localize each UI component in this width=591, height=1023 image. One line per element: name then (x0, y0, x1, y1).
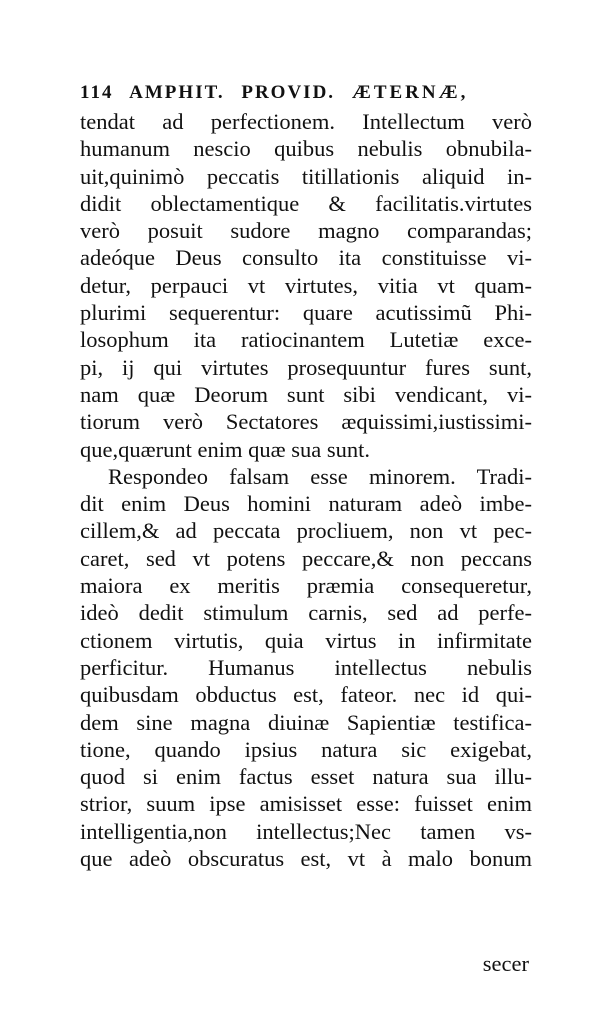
paragraph-start-line: Respondeo falsam esse minorem. Tradi- (108, 463, 532, 489)
text-line: ideò dedit stimulum carnis, sed ad perfe- (80, 600, 532, 626)
running-header (80, 82, 520, 104)
text-line: tendat ad perfectionem. Intellectum verò (80, 109, 532, 134)
text-line: que,quærunt enim quæ sua sunt. (80, 436, 370, 462)
text-line: detur, perpauci vt virtutes, vitia vt quam- (80, 272, 532, 298)
text-line: caret, sed vt potens peccare,& non peccans (80, 545, 532, 571)
text-line: intelligentia,non intellectus;Nec tamen vs- (80, 818, 532, 844)
text-line: verò posuit sudore magno comparandas; (80, 218, 532, 244)
text-line: plurimi sequerentur: quare acutissimũ Phi- (80, 300, 532, 326)
catchword: secer (482, 951, 529, 976)
text-line: cillem,& ad peccata procliuem, non vt pec- (80, 518, 532, 544)
text-line: humanum nescio quibus nebulis obnubila- (80, 136, 532, 162)
text-line: didit oblectamentique & facilitatis.virtutes (80, 190, 532, 216)
text-line: adeóque Deus consulto ita constituisse vi- (80, 245, 532, 271)
text-line: losophum ita ratiocinantem Lutetiæ exce- (80, 327, 532, 353)
text-line: tione, quando ipsius natura sic exigebat, (80, 736, 532, 762)
text-line: dit enim Deus homini naturam adeò imbe- (80, 491, 532, 517)
text-line: uit,quinimò peccatis titillationis aliquid in- (80, 163, 532, 189)
text-line: tiorum verò Sectatores æquissimi,iustissimi- (80, 409, 532, 435)
body-text (80, 108, 532, 872)
running-title-part-3: ÆTERNÆ, (351, 82, 469, 103)
text-line: dem sine magna diuinæ Sapientiæ testifica- (80, 709, 532, 735)
text-line: que adeò obscuratus est, vt à malo bonum (80, 846, 532, 872)
text-line: maiora ex meritis præmia consequeretur, (80, 573, 532, 599)
running-title-part-2: PROVID. (241, 82, 336, 103)
text-line: quod si enim factus esset natura sua illu- (80, 764, 532, 790)
running-title-part-1: AMPHIT. (129, 82, 225, 103)
text-line: strior, suum ipse amisisset esse: fuisset enim (80, 791, 532, 817)
page-number: 114 (80, 82, 114, 103)
text-line: perficitur. Humanus intellectus nebulis (80, 654, 532, 680)
text-line: pi, ij qui virtutes prosequuntur fures sunt, (80, 354, 532, 380)
text-line: quibusdam obductus est, fateor. nec id qui- (80, 682, 532, 708)
text-line: nam quæ Deorum sunt sibi vendicant, vi- (80, 381, 532, 407)
text-line: ctionem virtutis, quia virtus in infirmitate (80, 627, 532, 653)
